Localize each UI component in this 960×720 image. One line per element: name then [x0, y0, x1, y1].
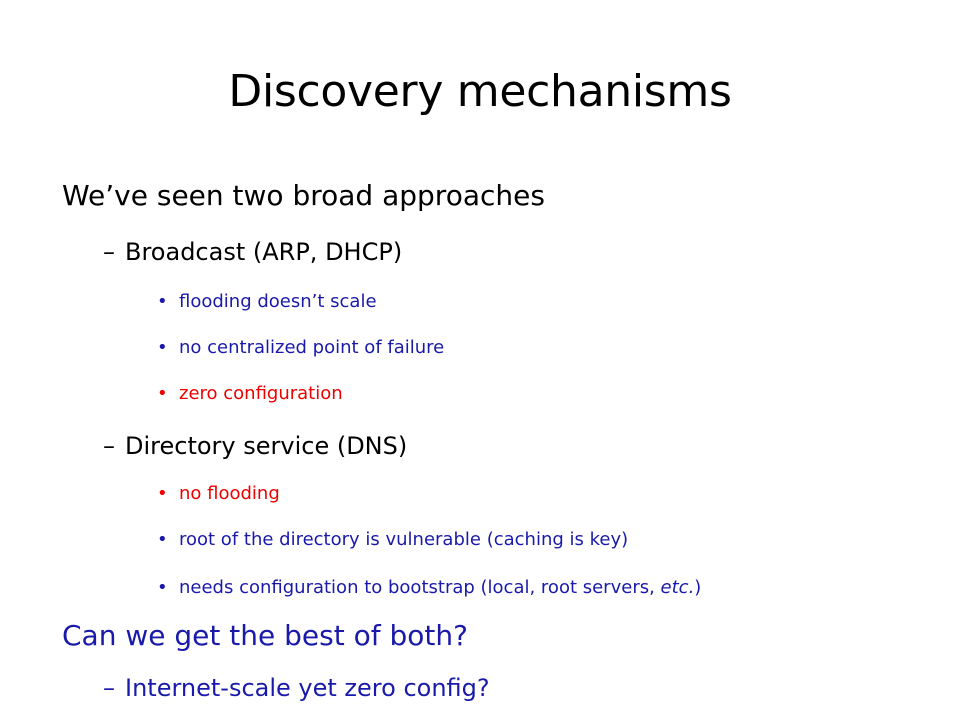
bullet-item [157, 290, 377, 314]
bullet-text: zero configuration [179, 383, 343, 404]
bullet-item [157, 382, 343, 406]
bullet-marker: • [157, 483, 168, 504]
directory-heading-text: Directory service (DNS) [125, 432, 408, 460]
broadcast-heading-text: Broadcast (ARP, DHCP) [125, 238, 403, 266]
bullet-marker: • [157, 291, 168, 312]
bullet-marker: • [157, 337, 168, 358]
bullet-item [157, 482, 280, 506]
bullet-marker: • [157, 383, 168, 404]
dash-marker: – [103, 238, 115, 266]
bullet-marker: • [157, 577, 168, 598]
etc-text: etc. [660, 577, 695, 598]
slide-title: Discovery mechanisms [228, 66, 732, 117]
directory-heading [103, 430, 407, 462]
bullet-marker: • [157, 529, 168, 550]
question-text: Can we get the best of both? [62, 619, 468, 652]
followup-text: Internet-scale yet zero config? [125, 674, 490, 702]
intro-text: We’ve seen two broad approaches [62, 179, 545, 212]
broadcast-heading [103, 236, 402, 268]
question-line [62, 618, 468, 654]
bullet-text: needs configuration to bootstrap (local, root servers, [179, 577, 661, 598]
bullet-item [157, 336, 444, 360]
bullet-item [157, 576, 701, 600]
intro-line [62, 178, 545, 214]
bullet-item [157, 528, 628, 552]
bullet-text: no centralized point of failure [179, 337, 445, 358]
dash-marker: – [103, 674, 115, 702]
bullet-text: flooding doesn’t scale [179, 291, 377, 312]
bullet-text: no flooding [179, 483, 280, 504]
dash-marker: – [103, 432, 115, 460]
followup-line [103, 672, 490, 704]
close-paren: ) [694, 577, 702, 598]
bullet-text: root of the directory is vulnerable (caching is key) [179, 529, 629, 550]
